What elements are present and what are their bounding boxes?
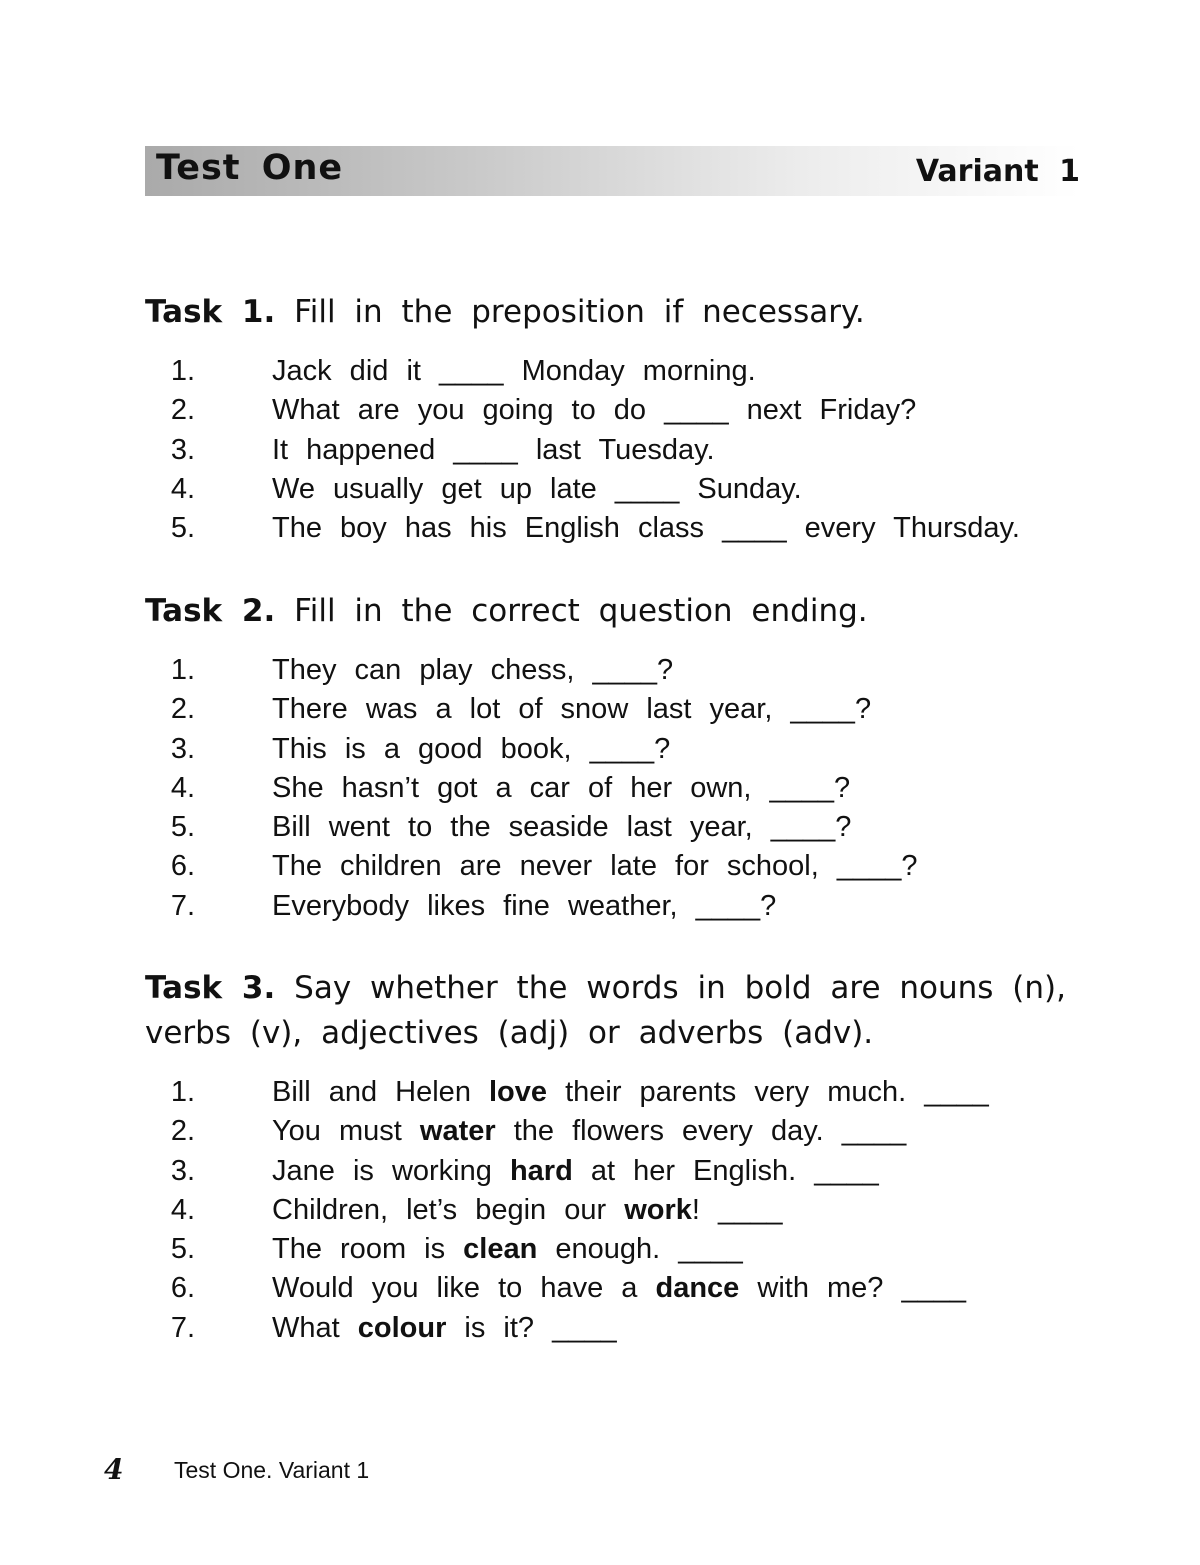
item-text-before: Bill and Helen — [272, 1076, 489, 1108]
item-text-before: Children, let’s begin our — [272, 1193, 625, 1226]
item-number: 5. — [170, 811, 195, 844]
item-text: They can play chess, ____? — [272, 654, 674, 686]
task3-heading — [145, 966, 1085, 1056]
list-item — [0, 1191, 1150, 1230]
item-number: 7. — [170, 1311, 195, 1344]
task1-heading — [145, 290, 1085, 335]
item-number: 4. — [170, 1193, 195, 1226]
item-number: 4. — [170, 771, 195, 804]
task3-instruction: Say whether the words in bold are nouns (n), verbs (v), adjectives (adj) or adverbs (adv). — [145, 970, 1066, 1051]
task2-label: Task 2. — [145, 593, 276, 629]
item-text — [272, 1269, 966, 1308]
item-text-before: Jane is working — [272, 1154, 510, 1187]
list-item — [0, 808, 1150, 847]
item-number: 4. — [170, 472, 195, 505]
bold-word: colour — [357, 1311, 447, 1344]
item-text-after: enough. ____ — [537, 1233, 743, 1266]
item-text: What are you going to do ____ next Friday? — [272, 394, 917, 427]
list-item — [0, 730, 1150, 769]
bold-word: water — [419, 1115, 496, 1148]
item-text — [272, 1191, 783, 1230]
bold-word: love — [489, 1076, 548, 1108]
list-item — [0, 769, 1150, 808]
task3-label: Task 3. — [145, 970, 276, 1006]
list-item — [0, 1269, 1150, 1308]
item-number: 1. — [170, 1076, 195, 1108]
item-text — [272, 1230, 743, 1269]
item-text-after: ! ____ — [691, 1193, 783, 1226]
item-text: The boy has his English class ____ every Thursday. — [272, 512, 1020, 545]
item-text-before: You must — [272, 1115, 420, 1148]
item-text-before: The room is — [272, 1233, 464, 1266]
bold-word: dance — [655, 1272, 740, 1305]
task2-heading — [145, 589, 1085, 634]
test-title: Test One — [156, 148, 344, 188]
item-text: Bill went to the seaside last year, ____? — [272, 811, 852, 844]
list-item — [0, 509, 1150, 548]
item-text: We usually get up late ____ Sunday. — [272, 472, 802, 505]
item-text-after: the flowers every day. ____ — [495, 1115, 907, 1148]
task2-list — [0, 651, 1150, 926]
task2-instruction: Fill in the correct question ending. — [294, 593, 868, 629]
task3-list — [0, 1073, 1150, 1348]
item-text — [272, 1152, 879, 1191]
item-text: It happened ____ last Tuesday. — [272, 433, 715, 466]
list-item — [0, 352, 1150, 391]
list-item — [0, 847, 1150, 886]
item-text-before: Would you like to have a — [272, 1272, 656, 1305]
list-item — [0, 1112, 1150, 1151]
task1-list — [0, 352, 1150, 548]
item-number: 1. — [170, 355, 195, 387]
item-text — [272, 1073, 989, 1112]
variant-label: Variant 1 — [915, 154, 1080, 189]
bold-word: work — [624, 1193, 692, 1226]
item-number: 1. — [170, 654, 195, 686]
item-text-after: their parents very much. ____ — [547, 1076, 989, 1108]
list-item — [0, 690, 1150, 729]
item-number: 6. — [170, 850, 195, 883]
item-text-after: with me? ____ — [739, 1272, 966, 1305]
list-item — [0, 470, 1150, 509]
item-text: The children are never late for school, ____? — [272, 850, 918, 883]
item-text — [272, 1309, 617, 1348]
list-item — [0, 1309, 1150, 1348]
task1-instruction: Fill in the preposition if necessary. — [294, 294, 865, 330]
bold-word: hard — [509, 1154, 573, 1187]
list-item — [0, 1152, 1150, 1191]
item-text: This is a good book, ____? — [272, 732, 671, 765]
item-text: Everybody likes fine weather, ____? — [272, 889, 777, 922]
list-item — [0, 391, 1150, 430]
item-text: She hasn’t got a car of her own, ____? — [272, 771, 851, 804]
item-text — [272, 1112, 906, 1151]
item-number: 3. — [170, 1154, 195, 1187]
item-text: There was a lot of snow last year, ____? — [272, 693, 872, 726]
item-number: 2. — [170, 1115, 195, 1148]
item-number: 5. — [170, 512, 195, 545]
list-item — [0, 887, 1150, 926]
item-number: 3. — [170, 732, 195, 765]
running-footer: Test One. Variant 1 — [174, 1457, 370, 1483]
list-item — [0, 1073, 1150, 1112]
list-item — [0, 1230, 1150, 1269]
item-number: 7. — [170, 889, 195, 922]
item-number: 2. — [170, 693, 195, 726]
page-number: 4 — [104, 1453, 124, 1486]
item-text: Jack did it ____ Monday morning. — [272, 355, 756, 387]
item-text-after: is it? ____ — [446, 1311, 617, 1344]
item-number: 5. — [170, 1233, 195, 1266]
list-item — [0, 431, 1150, 470]
item-number: 6. — [170, 1272, 195, 1305]
list-item — [0, 651, 1150, 690]
bold-word: clean — [463, 1233, 538, 1266]
item-text-before: What — [272, 1311, 358, 1344]
item-number: 2. — [170, 394, 195, 427]
task1-label: Task 1. — [145, 294, 276, 330]
item-text-after: at her English. ____ — [572, 1154, 879, 1187]
item-number: 3. — [170, 433, 195, 466]
